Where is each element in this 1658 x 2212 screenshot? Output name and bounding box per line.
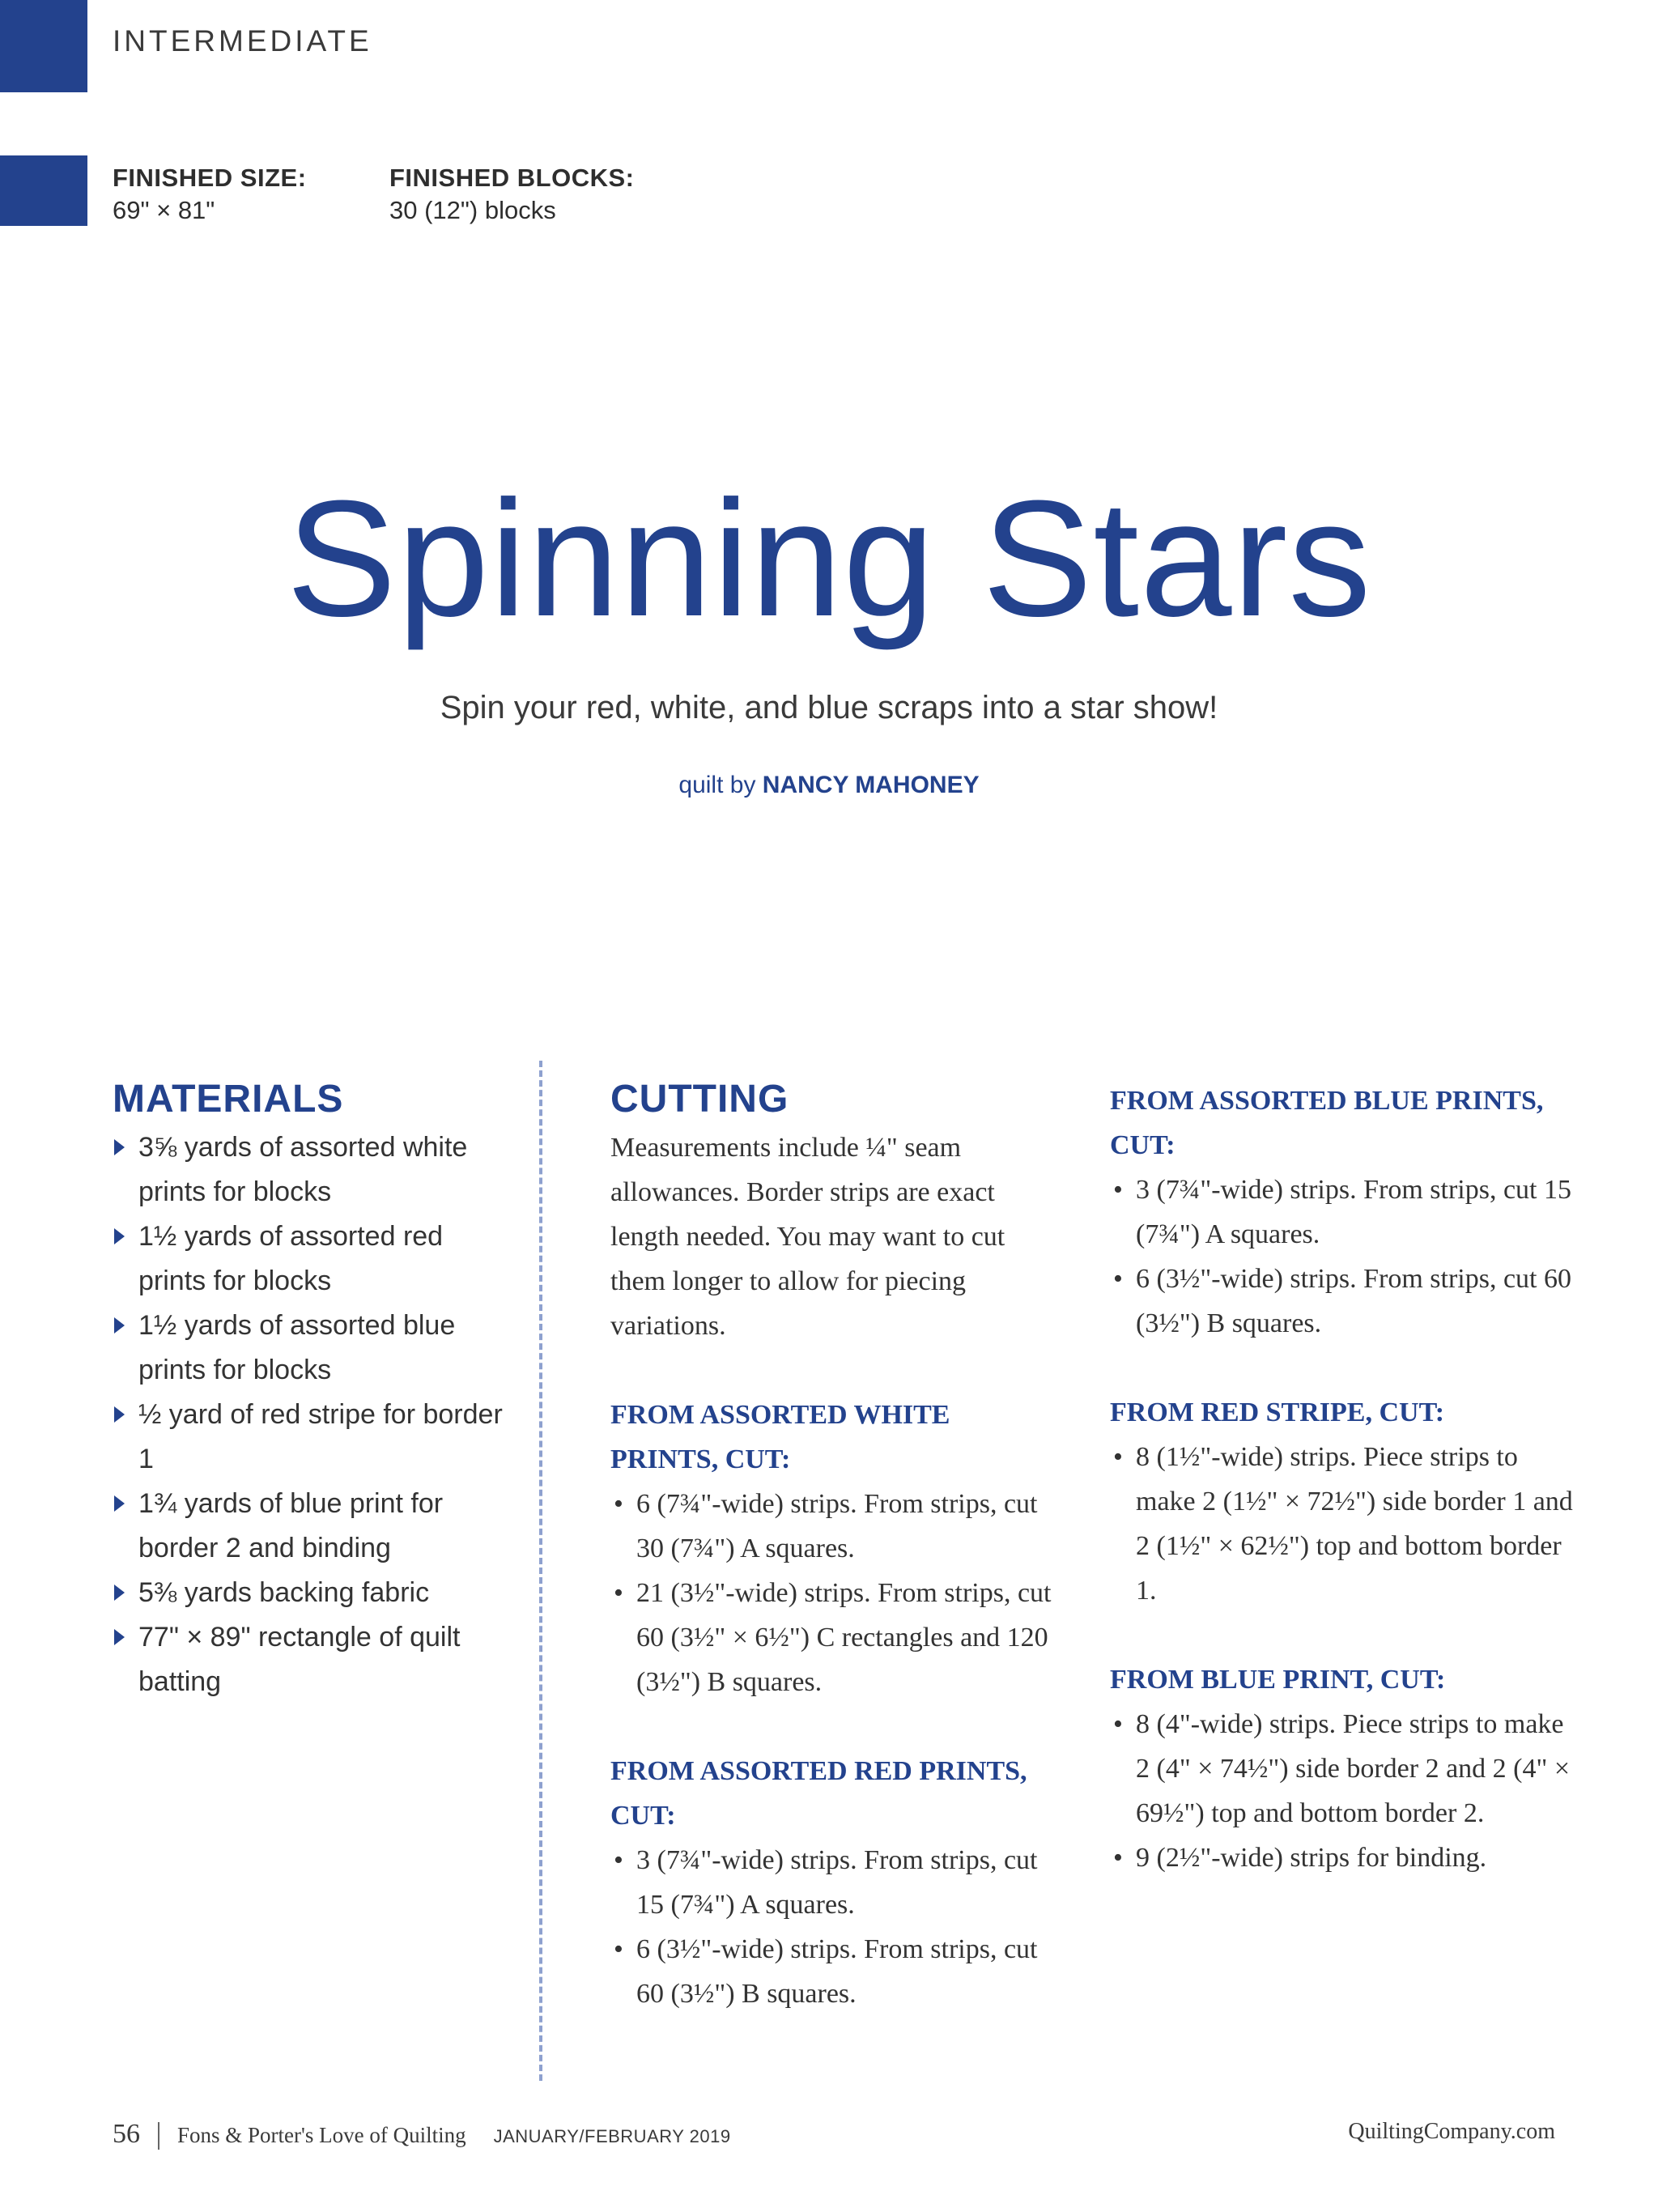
materials-item-text: 1¾ yards of blue print for border 2 and binding	[138, 1488, 444, 1563]
page-footer	[113, 2119, 731, 2150]
materials-item-text: 1½ yards of assorted blue prints for blocks	[138, 1310, 456, 1385]
cut-instruction: 6 (7¾"-wide) strips. From strips, cut 30 (7¾") A squares.	[636, 1489, 1038, 1563]
list-item	[113, 1615, 517, 1704]
list-item	[610, 1927, 1064, 2016]
materials-heading: MATERIALS	[113, 1078, 344, 1121]
materials-item-text: 3⅝ yards of assorted white prints for blocks	[138, 1132, 468, 1207]
magazine-name: Fons & Porter's Love of Quilting	[177, 2123, 466, 2147]
triangle-bullet-icon	[114, 1317, 125, 1334]
section-heading-blue-print: FROM BLUE PRINT, CUT:	[1110, 1665, 1446, 1695]
white-prints-list	[610, 1482, 1064, 1704]
list-item	[1110, 1702, 1579, 1836]
list-item	[113, 1571, 517, 1615]
cut-instruction: 6 (3½"-wide) strips. From strips, cut 60 (3½") B squares.	[1136, 1264, 1572, 1338]
finished-blocks-value: 30 (12") blocks	[389, 196, 556, 224]
website-link[interactable]: QuiltingCompany.com	[1348, 2119, 1555, 2144]
list-item	[113, 1214, 517, 1304]
footer-separator	[158, 2122, 159, 2150]
triangle-bullet-icon	[114, 1629, 125, 1645]
finished-blocks-info	[389, 162, 635, 227]
cut-instruction: 8 (1½"-wide) strips. Piece strips to make 2 (1½" × 72½") side border 1 and 2 (1½" × 62½") top and bottom border 1.	[1136, 1442, 1573, 1606]
page-title: Spinning Stars	[286, 466, 1372, 651]
byline-author: NANCY MAHONEY	[762, 772, 980, 798]
triangle-bullet-icon	[114, 1406, 125, 1423]
cutting-column	[610, 1125, 1064, 2016]
list-item	[1110, 1435, 1579, 1613]
cut-instruction: 6 (3½"-wide) strips. From strips, cut 60 (3½") B squares.	[636, 1934, 1038, 2009]
materials-list	[113, 1125, 517, 1704]
cut-instruction: 3 (7¾"-wide) strips. From strips, cut 15 (7¾") A squares.	[1136, 1175, 1572, 1249]
materials-item-text: 1½ yards of assorted red prints for blocks	[138, 1221, 444, 1296]
section-heading-white: FROM ASSORTED WHITE PRINTS, CUT:	[610, 1400, 950, 1474]
bullet-icon: •	[1113, 1442, 1123, 1472]
list-item	[1110, 1168, 1579, 1257]
bullet-icon: •	[614, 1934, 623, 1964]
list-item	[113, 1482, 517, 1571]
red-prints-list	[610, 1838, 1064, 2016]
finished-size-value: 69" × 81"	[113, 196, 215, 224]
blue-prints-list	[1110, 1168, 1579, 1346]
list-item	[1110, 1836, 1579, 1880]
issue-date: JANUARY/FEBRUARY 2019	[493, 2126, 731, 2146]
cut-instruction: 9 (2½"-wide) strips for binding.	[1136, 1843, 1487, 1873]
bullet-icon: •	[614, 1489, 623, 1519]
list-item	[610, 1838, 1064, 1927]
byline-prefix: quilt by	[678, 772, 756, 798]
materials-item-text: ½ yard of red stripe for border 1	[138, 1399, 503, 1474]
finished-blocks-label: FINISHED BLOCKS:	[389, 164, 635, 192]
bullet-icon: •	[1113, 1264, 1123, 1294]
section-heading-red: FROM ASSORTED RED PRINTS, CUT:	[610, 1756, 1027, 1831]
cut-instruction: 3 (7¾"-wide) strips. From strips, cut 15 (7¾") A squares.	[636, 1845, 1038, 1920]
materials-item-text: 5⅜ yards backing fabric	[138, 1577, 430, 1608]
page-subtitle: Spin your red, white, and blue scraps into a star show!	[440, 690, 1218, 725]
list-item	[610, 1482, 1064, 1571]
section-heading-red-stripe: FROM RED STRIPE, CUT:	[1110, 1397, 1445, 1427]
finished-size-label: FINISHED SIZE:	[113, 164, 307, 192]
cutting-column-right	[1110, 1078, 1579, 1880]
info-color-tab	[0, 155, 87, 226]
cutting-heading: CUTTING	[610, 1078, 789, 1121]
page-number: 56	[113, 2119, 140, 2149]
list-item	[610, 1571, 1064, 1704]
triangle-bullet-icon	[114, 1228, 125, 1244]
column-divider	[539, 1061, 542, 2081]
triangle-bullet-icon	[114, 1139, 125, 1155]
finished-size-info	[113, 162, 307, 227]
materials-item-text: 77" × 89" rectangle of quilt batting	[138, 1622, 461, 1697]
triangle-bullet-icon	[114, 1495, 125, 1512]
triangle-bullet-icon	[114, 1585, 125, 1601]
cut-instruction: 8 (4"-wide) strips. Piece strips to make 2 (4" × 74½") side border 2 and 2 (4" × 69½") top and bottom border 2.	[1136, 1709, 1571, 1828]
list-item	[1110, 1257, 1579, 1346]
blue-print-list	[1110, 1702, 1579, 1880]
red-stripe-list	[1110, 1435, 1579, 1613]
bullet-icon: •	[614, 1845, 623, 1875]
bullet-icon: •	[1113, 1843, 1123, 1873]
bullet-icon: •	[1113, 1709, 1123, 1739]
cutting-intro: Measurements include ¼" seam allowances. Border strips are exact length needed. You may want to cut them longer to allow for piecing variations.	[610, 1133, 1005, 1341]
level-color-tab	[0, 0, 87, 92]
list-item	[113, 1125, 517, 1214]
skill-level-label: INTERMEDIATE	[113, 24, 372, 57]
bullet-icon: •	[614, 1578, 623, 1608]
cut-instruction: 21 (3½"-wide) strips. From strips, cut 60 (3½" × 6½") C rectangles and 120 (3½") B squares.	[636, 1578, 1052, 1697]
list-item	[113, 1393, 517, 1482]
section-heading-blue: FROM ASSORTED BLUE PRINTS, CUT:	[1110, 1086, 1544, 1160]
list-item	[113, 1304, 517, 1393]
bullet-icon: •	[1113, 1175, 1123, 1205]
byline	[0, 772, 1658, 799]
